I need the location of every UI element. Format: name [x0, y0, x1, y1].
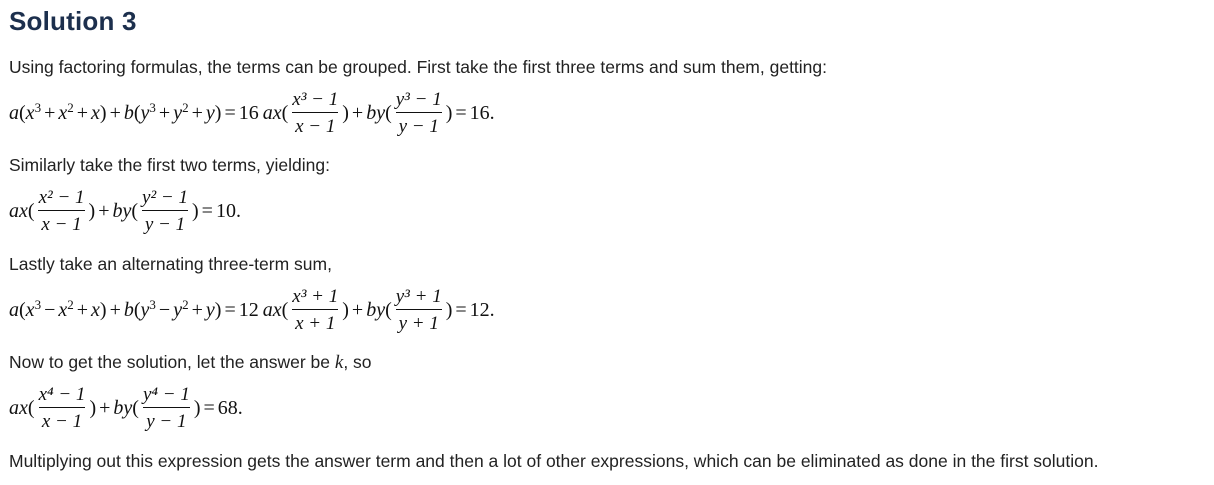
equation-1-fraction-x-denominator: x − 1 — [292, 112, 338, 136]
equation-1-fraction-y-denominator: y − 1 — [396, 112, 442, 136]
equation-4-fraction-y — [140, 385, 193, 431]
equation-2-fraction-y — [139, 188, 191, 234]
equation-3-fraction-x — [289, 287, 341, 333]
paragraph-answer-setup-before: Now to get the solution, let the answer be — [9, 352, 335, 372]
equation-1-fraction-y — [393, 90, 445, 136]
paragraph-answer-setup — [9, 352, 372, 374]
equation-4-fraction-y-denominator: y − 1 — [143, 407, 189, 431]
equation-1-lhs: $a(x^3 + x^2 + x) + b(y^3 + y^2 + y) = 16$ — [9, 99, 259, 124]
equation-3-fraction-y — [393, 287, 445, 333]
equation-3-lhs: $a(x^3 - x^2 + x) + b(y^3 - y^2 + y) = 12$ — [9, 296, 259, 321]
equation-3-fraction-y-numerator: y³ + 1 — [395, 286, 442, 307]
equation-4-fraction-x-denominator: x − 1 — [39, 407, 85, 431]
equation-4-rhs: 68 — [217, 396, 238, 419]
equation-3: $a(x^3 - x^2 + x) + b(y^3 - y^2 + y) = 12$ ax ( $\frac{\text{x³ + 1}}{x + 1}$ ) + by ( $\frac{\text{y³ + 1}}{y + 1}$ ) = 12 . — [9, 286, 495, 334]
equation-1: $a(x^3 + x^2 + x) + b(y^3 + y^2 + y) = 16$ ax ( $\frac{\text{x³ − 1}}{x - 1}$ ) + by ( $\frac{\text{y³ − 1}}{y - 1}$ ) = 16 . — [9, 89, 495, 137]
equation-2-fraction-y-denominator: y − 1 — [142, 210, 188, 234]
equation-2-rhs: 10 — [215, 199, 236, 222]
equation-1-fraction-x-numerator: x³ − 1 — [292, 89, 339, 110]
equation-4-fraction-x — [36, 385, 89, 431]
equation-4-fraction-x-numerator: x⁴ − 1 — [38, 384, 86, 405]
equation-1-fraction-y-numerator: y³ − 1 — [395, 89, 442, 110]
equation-3-rhs: 12 — [469, 298, 490, 321]
paragraph-answer-setup-after: , so — [343, 352, 372, 372]
equation-3-fraction-x-numerator: x³ + 1 — [292, 286, 339, 307]
solution-heading: Solution 3 — [9, 6, 137, 36]
equation-2: ax ( $\frac{\text{x² − 1}}{x - 1}$ ) + by ( $\frac{\text{y² − 1}}{y - 1}$ ) = 10 . — [9, 187, 241, 235]
equation-2-fraction-x — [36, 188, 88, 234]
paragraph-conclusion: Multiplying out this expression gets the answer term and then a lot of other expressions, which can be eliminated as done in the first solution. — [9, 451, 1099, 471]
answer-variable: k — [334, 352, 344, 373]
paragraph-two-terms: Similarly take the first two terms, yielding: — [9, 155, 330, 175]
equation-3-fraction-y-denominator: y + 1 — [396, 309, 442, 333]
equation-2-fraction-y-numerator: y² − 1 — [142, 187, 188, 208]
equation-2-fraction-x-denominator: x − 1 — [38, 210, 84, 234]
equation-4-fraction-y-numerator: y⁴ − 1 — [142, 384, 190, 405]
equation-4: ax ( $\frac{\text{x⁴ − 1}}{x - 1}$ ) + by ( $\frac{\text{y⁴ − 1}}{y - 1}$ ) = 68 . — [9, 384, 243, 432]
equation-1-rhs: 16 — [469, 101, 490, 124]
equation-2-fraction-x-numerator: x² − 1 — [38, 187, 85, 208]
paragraph-alternating: Lastly take an alternating three-term sum, — [9, 254, 332, 274]
equation-1-fraction-x — [289, 90, 341, 136]
paragraph-intro: Using factoring formulas, the terms can be grouped. First take the first three terms and sum them, getting: — [9, 57, 828, 77]
equation-3-fraction-x-denominator: x + 1 — [292, 309, 338, 333]
